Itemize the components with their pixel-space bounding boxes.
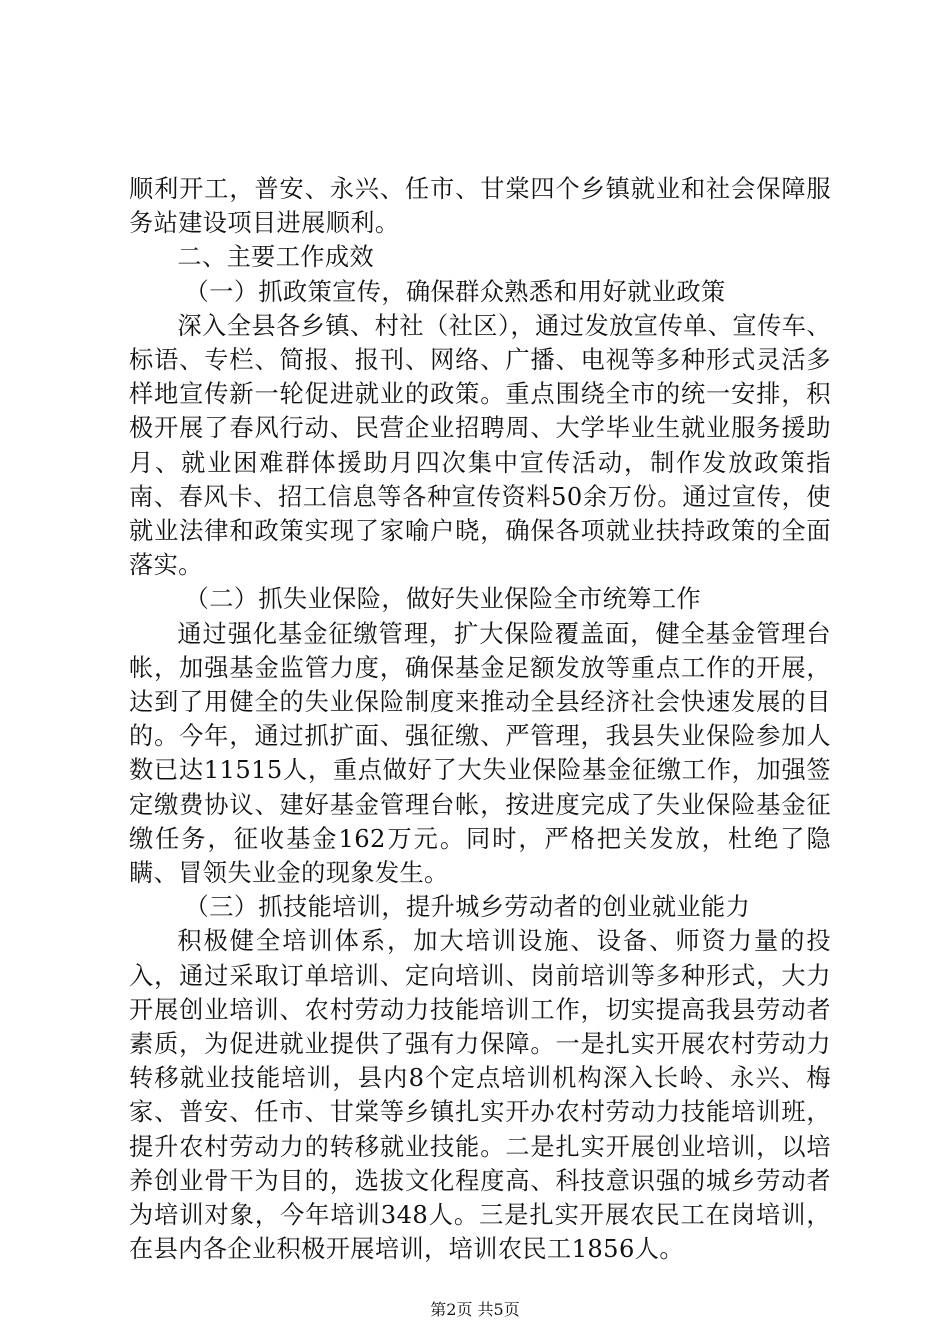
subsection-heading-2: （二）抓失业保险，做好失业保险全市统筹工作 <box>184 585 701 614</box>
section-heading: 二、主要工作成效 <box>177 243 375 272</box>
paragraph-unemployment-insurance: 通过强化基金征缴管理，扩大保险覆盖面，健全基金管理台帐，加强基金监管力度，确保基金足额发放等重点工作的开展，达到了用健全的失业保险制度来推动全县经济社会快速发展的目的。今年，通过抓扩面、强征缴、严管理，我县失业保险参加人数已达11515人，重点做好了大失业保险基金征缴工作，加强签定缴费协议、建好基金管理台帐，按进度完成了失业保险基金征缴任务，征收基金162万元。同时，严格把关发放，杜绝了隐瞒、冒领失业金的现象发生。 <box>129 619 831 888</box>
subsection-heading-1: （一）抓政策宣传，确保群众熟悉和用好就业政策 <box>184 277 726 306</box>
page-footer <box>0 1300 950 1320</box>
paragraph-skills-training: 积极健全培训体系，加大培训设施、设备、师资力量的投入，通过采取订单培训、定向培训、岗前培训等多种形式，大力开展创业培训、农村劳动力技能培训工作，切实提高我县劳动者素质，为促进就业提供了强有力保障。一是扎实开展农村劳动力转移就业技能培训，县内8个定点培训机构深入长岭、永兴、梅家、普安、任市、甘棠等乡镇扎实开办农村劳动力技能培训班，提升农村劳动力的转移就业技能。二是扎实开展创业培训，以培养创业骨干为目的，选拔文化程度高、科技意识强的城乡劳动者为培训对象，今年培训348人。三是扎实开展农民工在岗培训，在县内各企业积极开展培训，培训农民工1856人。 <box>129 927 831 1264</box>
page-number: 第2页 共5页 <box>430 1300 520 1319</box>
paragraph-continuation: 顺利开工，普安、永兴、任市、甘棠四个乡镇就业和社会保障服务站建设项目进展顺利。 <box>129 175 831 238</box>
subsection-heading-3: （三）抓技能培训，提升城乡劳动者的创业就业能力 <box>184 893 751 922</box>
document-body <box>129 172 831 1267</box>
paragraph-policy-publicity: 深入全县各乡镇、村社（社区），通过发放宣传单、宣传车、标语、专栏、简报、报刊、网络、广播、电视等多种形式灵活多样地宣传新一轮促进就业的政策。重点围绕全市的统一安排，积极开展了春风行动、民营企业招聘周、大学毕业生就业服务援助月、就业困难群体援助月四次集中宣传活动，制作发放政策指南、春风卡、招工信息等各种宣传资料50余万份。通过宣传，使就业法律和政策实现了家喻户晓，确保各项就业扶持政策的全面落实。 <box>129 311 831 580</box>
